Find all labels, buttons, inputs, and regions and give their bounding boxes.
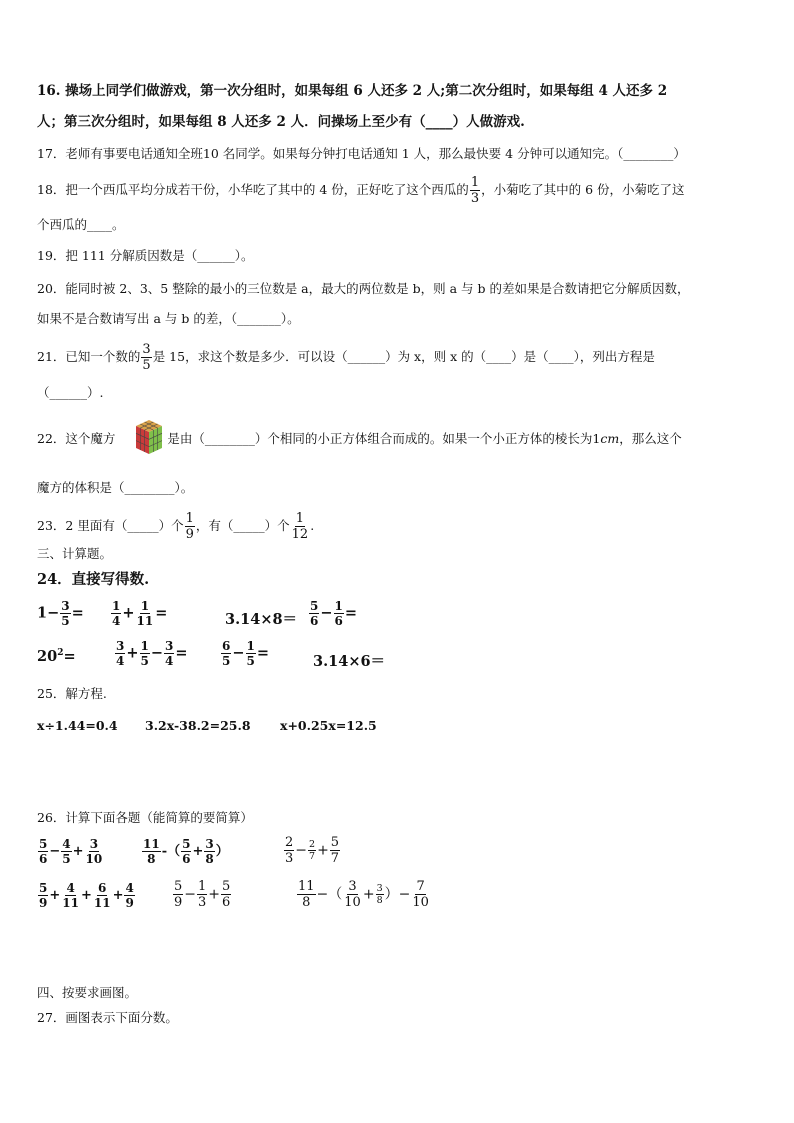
q21-text-part1: 21．已知一个数的 (37, 349, 141, 364)
q24-r2-expr-a: $20^2=$ (37, 648, 76, 665)
q24-r2-expr-b: $\frac{3}{4}$ + $\frac{1}{5}$ − $\frac{3}{4}$ = (116, 639, 188, 668)
q16-line1: 16. 操场上同学们做游戏，第一次分组时，如果每组 6 人还多 2 人;第二次分组时，如果每组 4 人还多 2 (37, 83, 668, 99)
q27-text: 27．画图表示下面分数。 (37, 1010, 178, 1025)
q23-text-part1: 23．2 里面有（_____）个 (37, 518, 184, 533)
q19-text: 19．把 111 分解质因数是（______）。 (37, 248, 254, 263)
q24-r1-expr-b: $\frac{1}{4}$ + $\frac{1}{11}$ = (112, 599, 168, 628)
q23-text-part3: . (310, 518, 315, 533)
q22-edge-unit: cm (600, 431, 620, 446)
q25-equation-2: 3.2x-38.2=25.8 (145, 718, 251, 733)
q22-text-part3: ，那么这个 (619, 431, 682, 446)
q26-expr-3: $\frac{2}{3}$ − $\frac{2}{7}$ + $\frac{5}{7}$ (285, 835, 340, 866)
q25-equation-3: x+0.25x=12.5 (280, 718, 377, 733)
q26-expr-1: $\frac{5}{6}$ − $\frac{4}{5}$ + $\frac{3}{10}$ (39, 837, 103, 866)
q26-expr-4: $\frac{5}{9}$ + $\frac{4}{11}$ + $\frac{6}{11}$ + $\frac{4}{9}$ (39, 881, 134, 910)
q22-text-part1: 22．这个魔方 (37, 431, 116, 446)
q17-text: 17．老师有事要电话通知全班10 名同学。如果每分钟打电话通知 1 人，那么最快要 4 分钟可以通知完。（________） (37, 146, 686, 161)
rubiks-cube-image (133, 418, 165, 456)
q24-r1-expr-c: 3.14×8＝ (225, 611, 298, 628)
q24-r1-expr-a: 1− $\frac{3}{5}$ = (37, 599, 84, 628)
q24-r1-expr-d: $\frac{5}{6}$ − $\frac{1}{6}$ = (310, 599, 358, 628)
q20-line1: 20．能同时被 2、3、5 整除的最小的三位数是 a，最大的两位数是 b，则 a 与 b 的差如果是合数请把它分解质因数， (37, 281, 690, 296)
q21-line2: （______）. (37, 385, 104, 400)
q24-r2-expr-d: 3.14×6＝ (313, 653, 386, 670)
section-4-heading: 四、按要求画图。 (37, 985, 138, 1000)
q23-fraction-1: $\frac{1}{9}$ (185, 511, 194, 542)
q25-title: 25．解方程. (37, 686, 107, 701)
q23-fraction-2: $\frac{1}{12}$ (291, 511, 309, 542)
section-3-heading: 三、计算题。 (37, 546, 113, 561)
q18-text-part1: 18．把一个西瓜平均分成若干份，小华吃了其中的 4 份，正好吃了这个西瓜的 (37, 182, 469, 197)
q20-line2: 如果不是合数请写出 a 与 b 的差，（_______）。 (37, 311, 300, 326)
q22-text-part2: 是由（________）个相同的小正方体组合而成的。如果一个小正方体的棱长为 (167, 431, 593, 446)
q26-expr-6: $\frac{11}{8}$ −（ $\frac{3}{10}$ + $\frac{3}{8}$ ）− $\frac{7}{10}$ (298, 879, 429, 910)
q18-line1 (37, 176, 685, 205)
q21-fraction: $\frac{3}{5}$ (142, 342, 151, 373)
q18-line2: 个西瓜的____。 (37, 217, 125, 232)
q23-line (37, 512, 314, 541)
q24-r2-expr-c: $\frac{6}{5}$ − $\frac{1}{5}$ = (222, 639, 270, 668)
q26-expr-5: $\frac{5}{9}$ − $\frac{1}{3}$ + $\frac{5}{6}$ (174, 879, 231, 910)
q18-text-part2: ，小菊吃了其中的 6 份，小菊吃了这 (481, 182, 685, 197)
q26-expr-2: $\frac{11}{8}$ -（ $\frac{5}{6}$ + $\frac{3}{8}$ ） (143, 837, 229, 866)
q22-line2: 魔方的体积是（________）。 (37, 480, 194, 495)
q26-title: 26．计算下面各题（能简算的要简算） (37, 810, 253, 825)
q21-line1 (37, 343, 655, 372)
q25-equation-1: x÷1.44=0.4 (37, 718, 118, 733)
q24-title: 24．直接写得数. (37, 571, 150, 588)
q21-text-part2: 是 15，求这个数是多少．可以设（______）为 x，则 x 的（____）是（____），列出方程是 (152, 349, 655, 364)
q16-line2: 人；第三次分组时，如果每组 8 人还多 2 人．问操场上至少有（____）人做游戏. (37, 114, 525, 130)
q18-fraction: $\frac{1}{3}$ (470, 175, 480, 206)
q23-text-part2: ，有（_____）个 (195, 518, 290, 533)
q22-edge-value: 1 (592, 431, 601, 446)
